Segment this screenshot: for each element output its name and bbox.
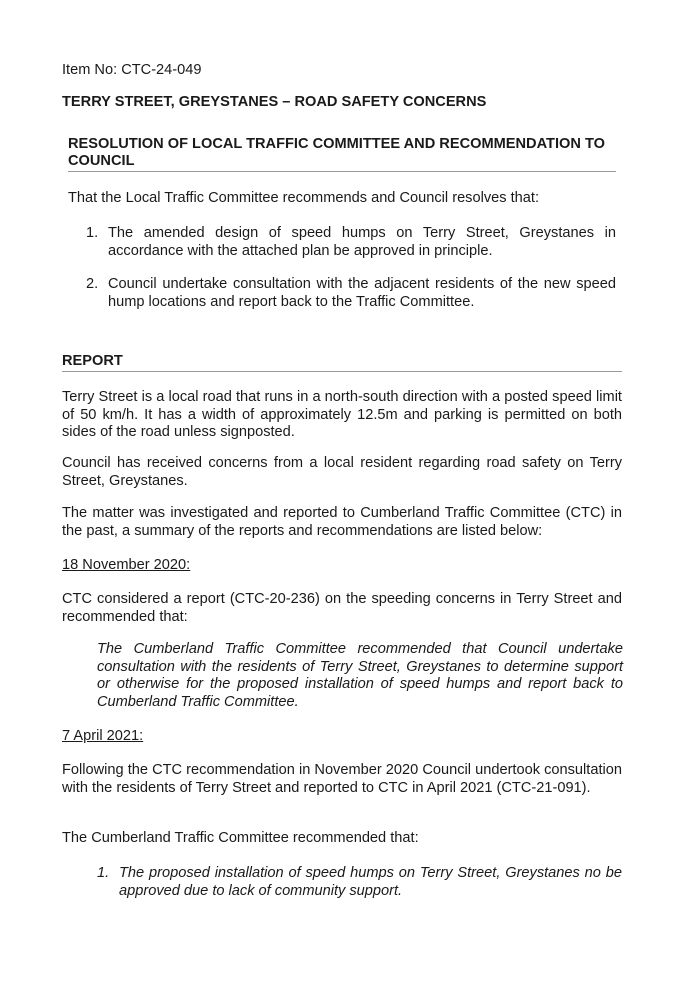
document-title: TERRY STREET, GREYSTANES – ROAD SAFETY CONCERNS — [62, 94, 487, 110]
report-paragraph-5: Following the CTC recommendation in November 2020 Council undertook consultation with the residents of Terry Street and reported to CTC in April 2021 (CTC-21-091). — [62, 762, 622, 796]
report-paragraph-1: Terry Street is a local road that runs in a north-south direction with a posted speed limit of 50 km/h. It has a width of approximately 12.5m and parking is permitted on both sides of the road unless signposted. — [62, 389, 622, 440]
resolution-intro: That the Local Traffic Committee recommends and Council resolves that: — [68, 190, 539, 206]
report-heading-rule — [62, 371, 622, 372]
report-paragraph-3: The matter was investigated and reported to Cumberland Traffic Committee (CTC) in the past, a summary of the reports and recommendations are listed below: — [62, 505, 622, 539]
resolution-item-2-text: Council undertake consultation with the adjacent residents of the new speed hump locations and report back to the Traffic Committee. — [108, 276, 616, 310]
resolution-item-2-number: 2. — [86, 276, 99, 292]
resolution-item-1-number: 1. — [86, 225, 99, 241]
report-paragraph-2: Council has received concerns from a local resident regarding road safety on Terry Street, Greystanes. — [62, 455, 622, 489]
date-heading-2: 7 April 2021: — [62, 728, 144, 744]
final-item-text: The proposed installation of speed humps on Terry Street, Greystanes no be approved due to lack of community support. — [119, 865, 622, 899]
report-heading: REPORT — [62, 353, 123, 369]
final-item-number: 1. — [97, 865, 110, 881]
report-paragraph-4: CTC considered a report (CTC-20-236) on the speeding concerns in Terry Street and recommended that: — [62, 591, 622, 625]
date-heading-1: 18 November 2020: — [62, 557, 191, 573]
resolution-heading: RESOLUTION OF LOCAL TRAFFIC COMMITTEE AND RECOMMENDATION TO COUNCIL — [68, 136, 605, 169]
report-paragraph-6: The Cumberland Traffic Committee recommended that: — [62, 830, 419, 846]
quote-recommendation-1: The Cumberland Traffic Committee recommended that Council undertake consultation with the residents of Terry Street, Greystanes to determine support or otherwise for the proposed installation of speed humps and report back to Cumberland Traffic Committee. — [97, 641, 623, 710]
item-number: Item No: CTC-24-049 — [62, 62, 202, 78]
resolution-heading-rule — [68, 171, 616, 172]
resolution-item-1-text: The amended design of speed humps on Terry Street, Greystanes in accordance with the attached plan be approved in principle. — [108, 225, 616, 259]
